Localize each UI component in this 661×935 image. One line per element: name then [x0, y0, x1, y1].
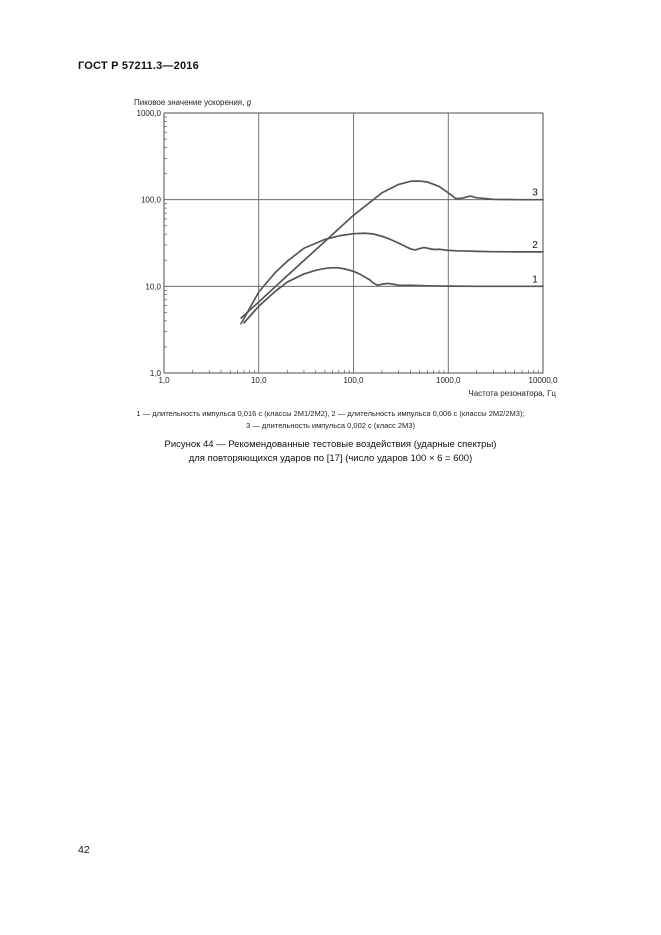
x-tick-label: 1000,0	[436, 376, 461, 385]
page-number: 42	[78, 844, 90, 856]
axis-tick-labels	[137, 109, 558, 385]
figure-caption-line-1: Рисунок 44 — Рекомендованные тестовые воздействия (ударные спектры)	[164, 439, 497, 450]
y-axis-label: Пиковое значение ускорения, g	[134, 98, 252, 107]
gridlines	[164, 113, 543, 373]
x-tick-label: 10,0	[250, 376, 267, 385]
x-tick-label: 100,0	[343, 376, 364, 385]
shock-spectrum-chart	[0, 0, 661, 400]
series-1-label: 1	[532, 274, 538, 286]
y-tick-label: 1,0	[149, 369, 161, 378]
series-3-label: 3	[532, 187, 538, 199]
y-tick-label: 1000,0	[136, 109, 161, 118]
series-1-line	[244, 268, 543, 323]
x-axis-label: Частота резонатора, Гц	[468, 389, 556, 398]
legend-line-2: 3 — длительность импульса 0,002 с (класс 2М3)	[246, 421, 415, 430]
x-tick-label: 10000,0	[528, 376, 558, 385]
series-layer	[241, 181, 543, 324]
x-tick-label: 1,0	[158, 376, 170, 385]
y-tick-label: 100,0	[140, 195, 161, 205]
series-2-label: 2	[532, 239, 538, 251]
legend-line-1: 1 — длительность импульса 0,016 с (классы 2М1/2М2), 2 — длительность импульса 0,006 с (классы 2М2/2М3);	[136, 409, 525, 418]
tick-marks	[164, 117, 539, 373]
y-tick-label: 10,0	[145, 282, 161, 292]
figure-caption-line-2: для повторяющихся ударов по [17] (число ударов 100 × 6 = 600)	[188, 453, 473, 464]
series-2-line	[241, 233, 543, 324]
document-header: ГОСТ Р 57211.3—2016	[78, 60, 199, 72]
series-3-line	[241, 181, 543, 318]
